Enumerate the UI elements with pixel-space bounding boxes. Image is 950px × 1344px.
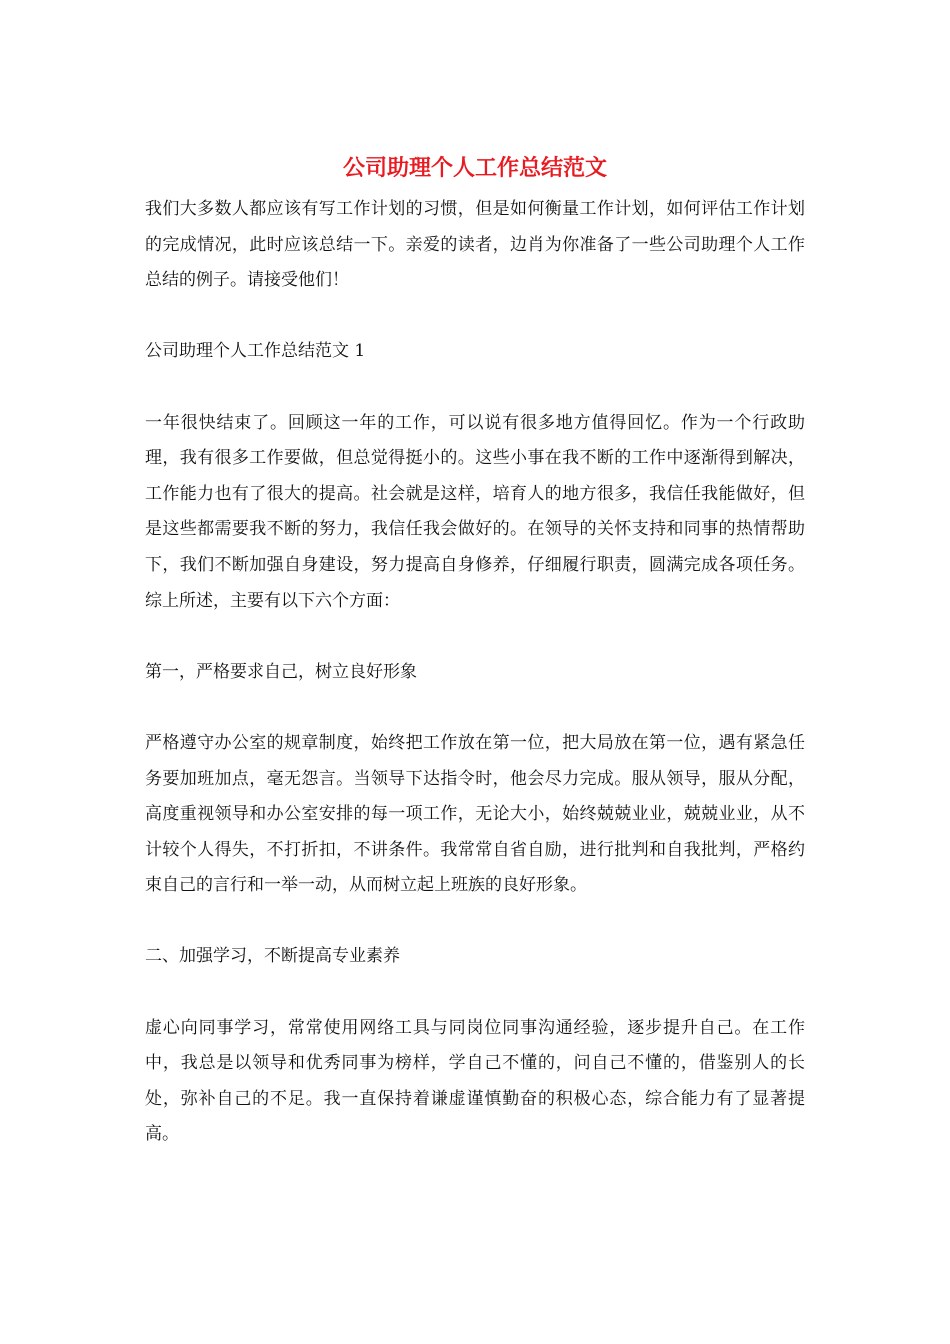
section-heading: 公司助理个人工作总结范文 1 bbox=[145, 341, 366, 362]
body-paragraph-1: 一年很快结束了。回顾这一年的工作，可以说有很多地方值得回忆。作为一个行政助理，我有很多工作要做，但总觉得挺小的。这些小事在我不断的工作中逐渐得到解决，工作能力也有了很大的提高。社会就是这样，培育人的地方很多，我信任我能做好，但是这些都需要我不断的努力，我信任我会做好的。在领导的关怀支持和同事的热情帮助下，我们不断加强自身建设，努力提高自身修养，仔细履行职责，圆满完成各项任务。综上所述，主要有以下六个方面： bbox=[145, 412, 805, 611]
paragraph-spacer bbox=[145, 619, 805, 655]
point-2-body: 虚心向同事学习，常常使用网络工具与同岗位同事沟通经验，逐步提升自己。在工作中，我总是以领导和优秀同事为榜样，学自己不懂的，问自己不懂的，借鉴别人的长处，弥补自己的不足。我一直保持着谦虚谨慎勤奋的积极心态，综合能力有了显著提高。 bbox=[145, 1017, 805, 1145]
point-1-heading: 第一，严格要求自己，树立良好形象 bbox=[145, 661, 417, 682]
document-title: 公司助理个人工作总结范文 bbox=[342, 155, 607, 181]
paragraph-spacer bbox=[145, 904, 805, 940]
paragraph-spacer bbox=[145, 299, 805, 335]
point-1-body: 严格遵守办公室的规章制度，始终把工作放在第一位，把大局放在第一位，遇有紧急任务要加班加点，毫无怨言。当领导下达指令时，他会尽力完成。服从领导，服从分配，高度重视领导和办公室安排的每一项工作，无论大小，始终兢兢业业，兢兢业业，从不计较个人得失，不打折扣，不讲条件。我常常自省自励，进行批判和自我批判，严格约束自己的言行和一举一动，从而树立起上班族的良好形象。 bbox=[145, 732, 805, 896]
paragraph-spacer bbox=[145, 370, 805, 406]
point-2-heading: 二、加强学习，不断提高专业素养 bbox=[145, 946, 400, 967]
paragraph-spacer bbox=[145, 975, 805, 1011]
document-body bbox=[145, 150, 805, 1153]
paragraph-spacer bbox=[145, 690, 805, 726]
intro-paragraph: 我们大多数人都应该有写工作计划的习惯，但是如何衡量工作计划，如何评估工作计划的完成情况，此时应该总结一下。亲爱的读者，边肖为你准备了一些公司助理个人工作总结的例子。请接受他们！ bbox=[145, 199, 805, 291]
